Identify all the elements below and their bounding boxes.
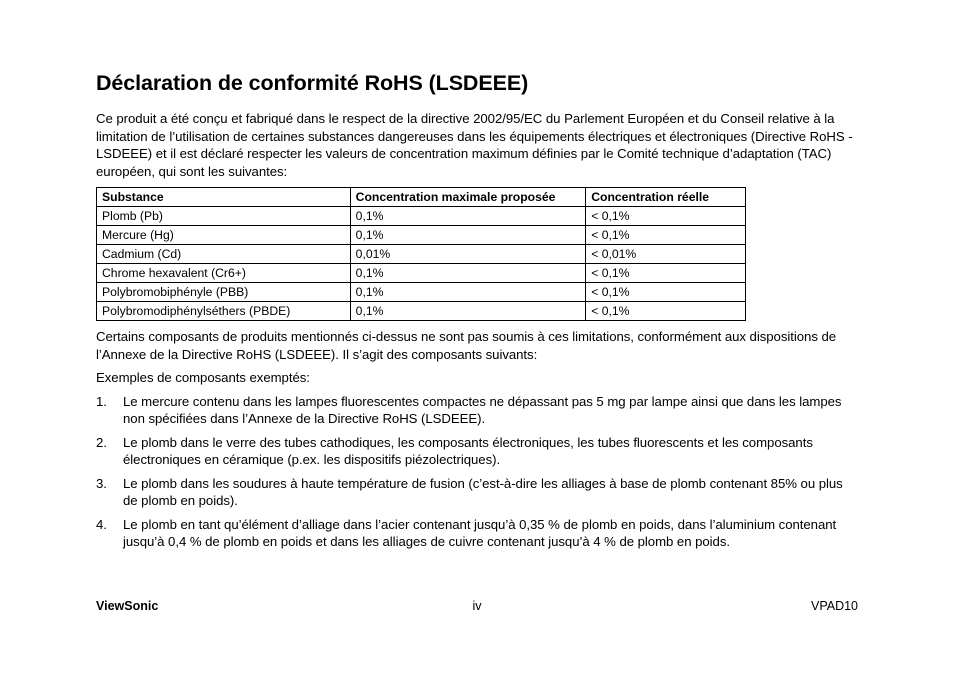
- footer-brand: ViewSonic: [96, 599, 159, 613]
- table-cell-actual: < 0,1%: [586, 264, 746, 283]
- table-cell-substance: Chrome hexavalent (Cr6+): [97, 264, 351, 283]
- column-header-substance: Substance: [97, 188, 351, 207]
- table-cell-substance: Cadmium (Cd): [97, 245, 351, 264]
- table-cell-max: 0,01%: [350, 245, 586, 264]
- table-row: [97, 283, 746, 302]
- list-item-text: Le plomb dans les soudures à haute température de fusion (c’est-à-dire les alliages à base de plomb contenant 85% ou plus de plomb en poids).: [123, 475, 843, 508]
- list-item: [96, 434, 858, 469]
- list-item-text: Le plomb en tant qu’élément d’alliage dans l’acier contenant jusqu’à 0,35 % de plomb en poids, dans l’aluminium contenant jusqu’à 0,4 % de plomb en poids et dans les alliages de cuivre contenant jusqu’à 4 % de plomb en poids.: [123, 516, 837, 549]
- column-header-max-concentration: Concentration maximale proposée: [350, 188, 586, 207]
- table-cell-max: 0,1%: [350, 302, 586, 321]
- table-row: [97, 226, 746, 245]
- intro-paragraph: Ce produit a été conçu et fabriqué dans le respect de la directive 2002/95/EC du Parlement Européen et du Conseil relative à la limitation de l’utilisation de certaines substances dangereuses dans les équipements électriques et électroniques (Directive RoHS - LSDEEE) et il est déclaré respecter les valeurs de concentration maximum définies par le Comité technique d’adaptation (TAC) européen, qui sont les suivantes:: [96, 111, 853, 179]
- table-row: [97, 302, 746, 321]
- table-cell-max: 0,1%: [350, 264, 586, 283]
- page-title: Déclaration de conformité RoHS (LSDEEE): [96, 71, 529, 95]
- table-row: [97, 207, 746, 226]
- table-cell-actual: < 0,1%: [586, 226, 746, 245]
- list-item-number: 4.: [96, 516, 107, 532]
- footer-page-number: iv: [472, 599, 482, 613]
- exemptions-list: [96, 393, 858, 551]
- document-page: [96, 68, 858, 557]
- table-cell-actual: < 0,1%: [586, 207, 746, 226]
- list-item: [96, 475, 858, 510]
- table-cell-max: 0,1%: [350, 283, 586, 302]
- table-cell-substance: Polybromobiphényle (PBB): [97, 283, 351, 302]
- footer-model: VPAD10: [810, 599, 858, 613]
- table-cell-actual: < 0,1%: [586, 302, 746, 321]
- table-cell-substance: Polybromodiphénylséthers (PBDE): [97, 302, 351, 321]
- table-row: [97, 264, 746, 283]
- table-cell-max: 0,1%: [350, 207, 586, 226]
- table-cell-actual: < 0,1%: [586, 283, 746, 302]
- exemption-note-paragraph: Certains composants de produits mentionnés ci-dessus ne sont pas soumis à ces limitations, conformément aux dispositions de l’Annexe de la Directive RoHS (LSDEEE). Il s’agit des composants suivants:: [96, 329, 837, 362]
- list-item-number: 1.: [96, 393, 107, 409]
- list-item: [96, 393, 858, 428]
- list-item-text: Le plomb dans le verre des tubes cathodiques, les composants électroniques, les tubes fluorescents et les composants électroniques en céramique (p.ex. les dispositifs piézolectriques).: [123, 434, 813, 467]
- table-cell-actual: < 0,01%: [586, 245, 746, 264]
- table-header-row: [97, 188, 746, 207]
- list-item-text: Le mercure contenu dans les lampes fluorescentes compactes ne dépassant pas 5 mg par lampe ainsi que dans les lampes non spécifiées dans l’Annexe de la Directive RoHS (LSDEEE).: [123, 393, 842, 426]
- list-item-number: 2.: [96, 434, 107, 450]
- column-header-actual-concentration: Concentration réelle: [586, 188, 746, 207]
- examples-label: Exemples de composants exemptés:: [96, 370, 310, 385]
- table-cell-max: 0,1%: [350, 226, 586, 245]
- list-item: [96, 516, 858, 551]
- table-cell-substance: Plomb (Pb): [97, 207, 351, 226]
- table-row: [97, 245, 746, 264]
- rohs-substance-table: [96, 187, 746, 321]
- table-cell-substance: Mercure (Hg): [97, 226, 351, 245]
- list-item-number: 3.: [96, 475, 107, 491]
